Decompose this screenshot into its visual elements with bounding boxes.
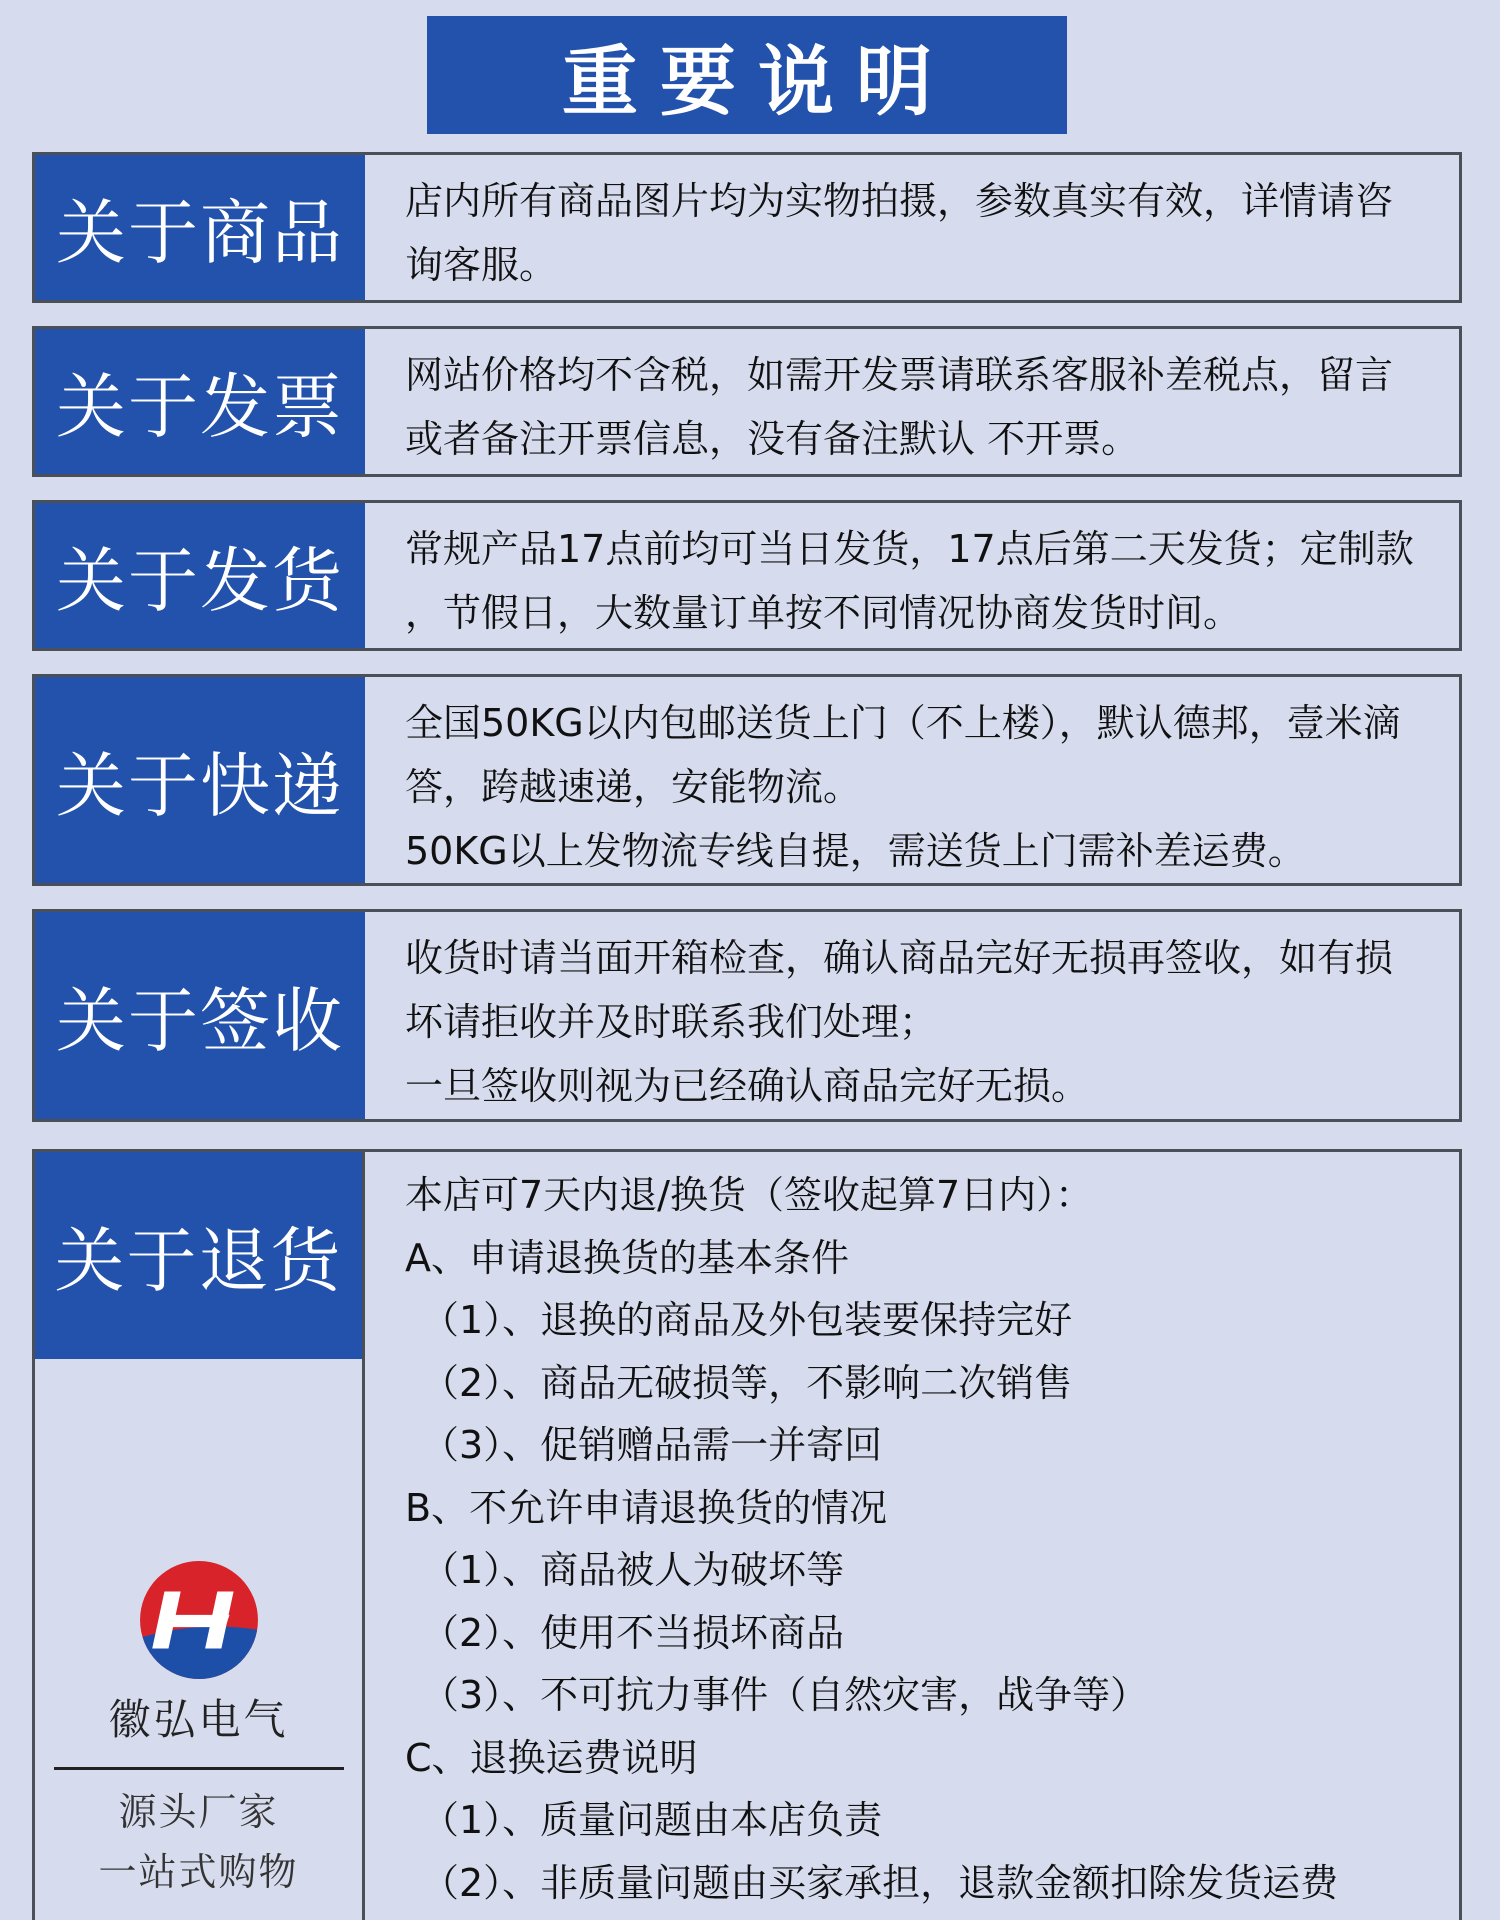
- section-label: 关于发票: [35, 329, 365, 474]
- content-line: 网站价格均不含税，如需开发票请联系客服补差税点，留言: [405, 353, 1394, 397]
- content-line: （1）、商品被人为破坏等: [421, 1548, 845, 1592]
- section-label: 关于商品: [35, 155, 365, 300]
- content-line: （1）、质量问题由本店负责: [421, 1798, 883, 1842]
- brand-name: 徽弘电气: [108, 1695, 289, 1744]
- content-line: 询客服。: [405, 243, 558, 287]
- content-line: C、退换运费说明: [405, 1735, 698, 1780]
- page-title: 重要说明: [427, 16, 1067, 134]
- brand-slogan: [98, 1782, 298, 1902]
- section-label: 关于发货: [35, 503, 365, 648]
- section-content: [365, 329, 1459, 474]
- section-content: [365, 1152, 1459, 1920]
- content-line: 或者备注开票信息，没有备注默认 不开票。: [405, 417, 1140, 461]
- section-returns: [32, 1149, 1462, 1920]
- brand-divider: [54, 1767, 344, 1770]
- content-line: （2）、商品无破损等，不影响二次销售: [421, 1360, 1073, 1405]
- returns-left-column: [35, 1152, 365, 1920]
- content-line: 本店可7天内退/换货（签收起算7日内）：: [405, 1173, 1094, 1217]
- section-label: 关于退货: [35, 1152, 362, 1359]
- content-line: 答，跨越速递，安能物流。: [405, 765, 862, 809]
- content-line: 店内所有商品图片均为实物拍摄，参数真实有效，详情请咨: [405, 179, 1394, 223]
- slogan-line: 一站式购物: [98, 1850, 299, 1894]
- section-content: [365, 503, 1459, 648]
- section-shipping: [32, 500, 1462, 651]
- content-line: （1）、退换的商品及外包装要保持完好: [421, 1298, 1073, 1342]
- slogan-line: 源头厂家: [118, 1790, 279, 1834]
- section-receipt: [32, 909, 1462, 1122]
- brand-block: [35, 1359, 362, 1920]
- content-line: （2）、使用不当损坏商品: [421, 1610, 845, 1655]
- section-express: [32, 674, 1462, 886]
- content-line: 收货时请当面开箱检查，确认商品完好无损再签收，如有损: [405, 936, 1394, 980]
- content-line: 坏请拒收并及时联系我们处理；: [405, 1000, 938, 1044]
- content-line: 全国50KG以内包邮送货上门（不上楼），默认德邦，壹米滴: [405, 701, 1401, 745]
- content-line: 常规产品17点前均可当日发货，17点后第二天发货；定制款: [405, 527, 1414, 571]
- content-line: B、不允许申请退换货的情况: [405, 1485, 888, 1530]
- content-line: A、申请退换货的基本条件: [405, 1235, 849, 1280]
- section-content: [365, 912, 1459, 1119]
- section-content: [365, 677, 1459, 883]
- h-logo-icon: [138, 1559, 260, 1681]
- content-line: （3）、不可抗力事件（自然灾害，战争等）: [421, 1673, 1149, 1717]
- section-label: 关于快递: [35, 677, 365, 883]
- section-product: [32, 152, 1462, 303]
- content-line: 一旦签收则视为已经确认商品完好无损。: [405, 1064, 1090, 1108]
- content-line: 50KG以上发物流专线自提，需送货上门需补差运费。: [405, 829, 1306, 873]
- content-line: ，节假日，大数量订单按不同情况协商发货时间。: [405, 591, 1242, 635]
- content-line: （2）、非质量问题由买家承担，退款金额扣除发货运费: [421, 1860, 1339, 1905]
- section-invoice: [32, 326, 1462, 477]
- section-content: [365, 155, 1459, 300]
- section-label: 关于签收: [35, 912, 365, 1119]
- content-line: （3）、促销赠品需一并寄回: [421, 1423, 883, 1467]
